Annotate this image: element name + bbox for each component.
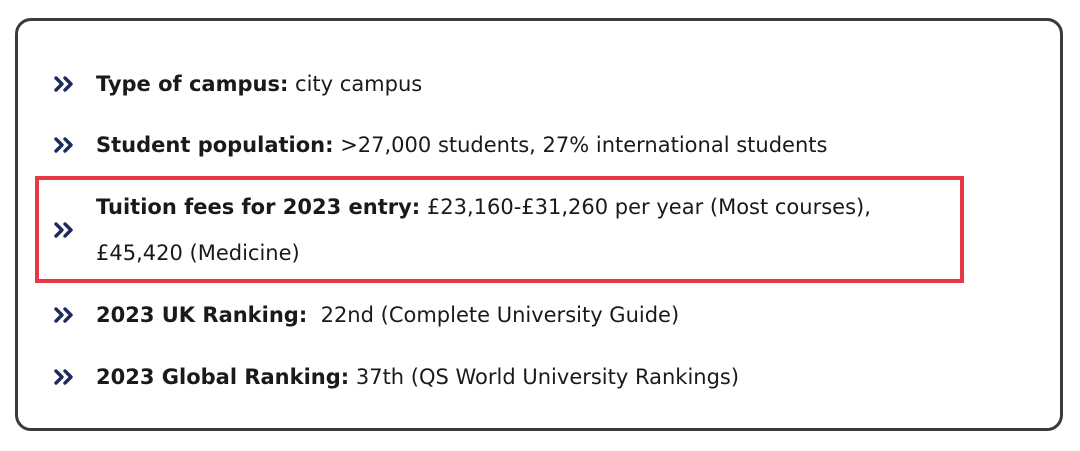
campus-type-label: Type of campus:	[96, 72, 289, 96]
list-item-global-ranking	[54, 362, 739, 392]
uk-ranking-label: 2023 UK Ranking:	[96, 303, 308, 327]
student-population-label: Student population:	[96, 133, 334, 157]
global-ranking-label: 2023 Global Ranking:	[96, 365, 350, 389]
double-chevron-right-icon	[54, 307, 96, 323]
list-item-campus-type	[54, 69, 422, 99]
university-info-card	[15, 18, 1063, 431]
tuition-fees-label: Tuition fees for 2023 entry:	[96, 195, 421, 219]
tuition-highlight-box	[35, 176, 964, 283]
student-population-value: >27,000 students, 27% international students	[333, 133, 828, 157]
global-ranking-value: 37th (QS World University Rankings)	[349, 365, 740, 389]
campus-type-value: city campus	[288, 72, 423, 96]
list-item-uk-ranking	[54, 300, 679, 330]
double-chevron-right-icon	[54, 369, 96, 385]
double-chevron-right-icon	[54, 76, 96, 92]
uk-ranking-value: 22nd (Complete University Guide)	[307, 303, 680, 327]
double-chevron-right-icon	[54, 137, 96, 153]
tuition-fees-value: £23,160-£31,260 per year (Most courses), £45,420 (Medicine)	[96, 195, 871, 265]
list-item-student-population	[54, 130, 827, 160]
